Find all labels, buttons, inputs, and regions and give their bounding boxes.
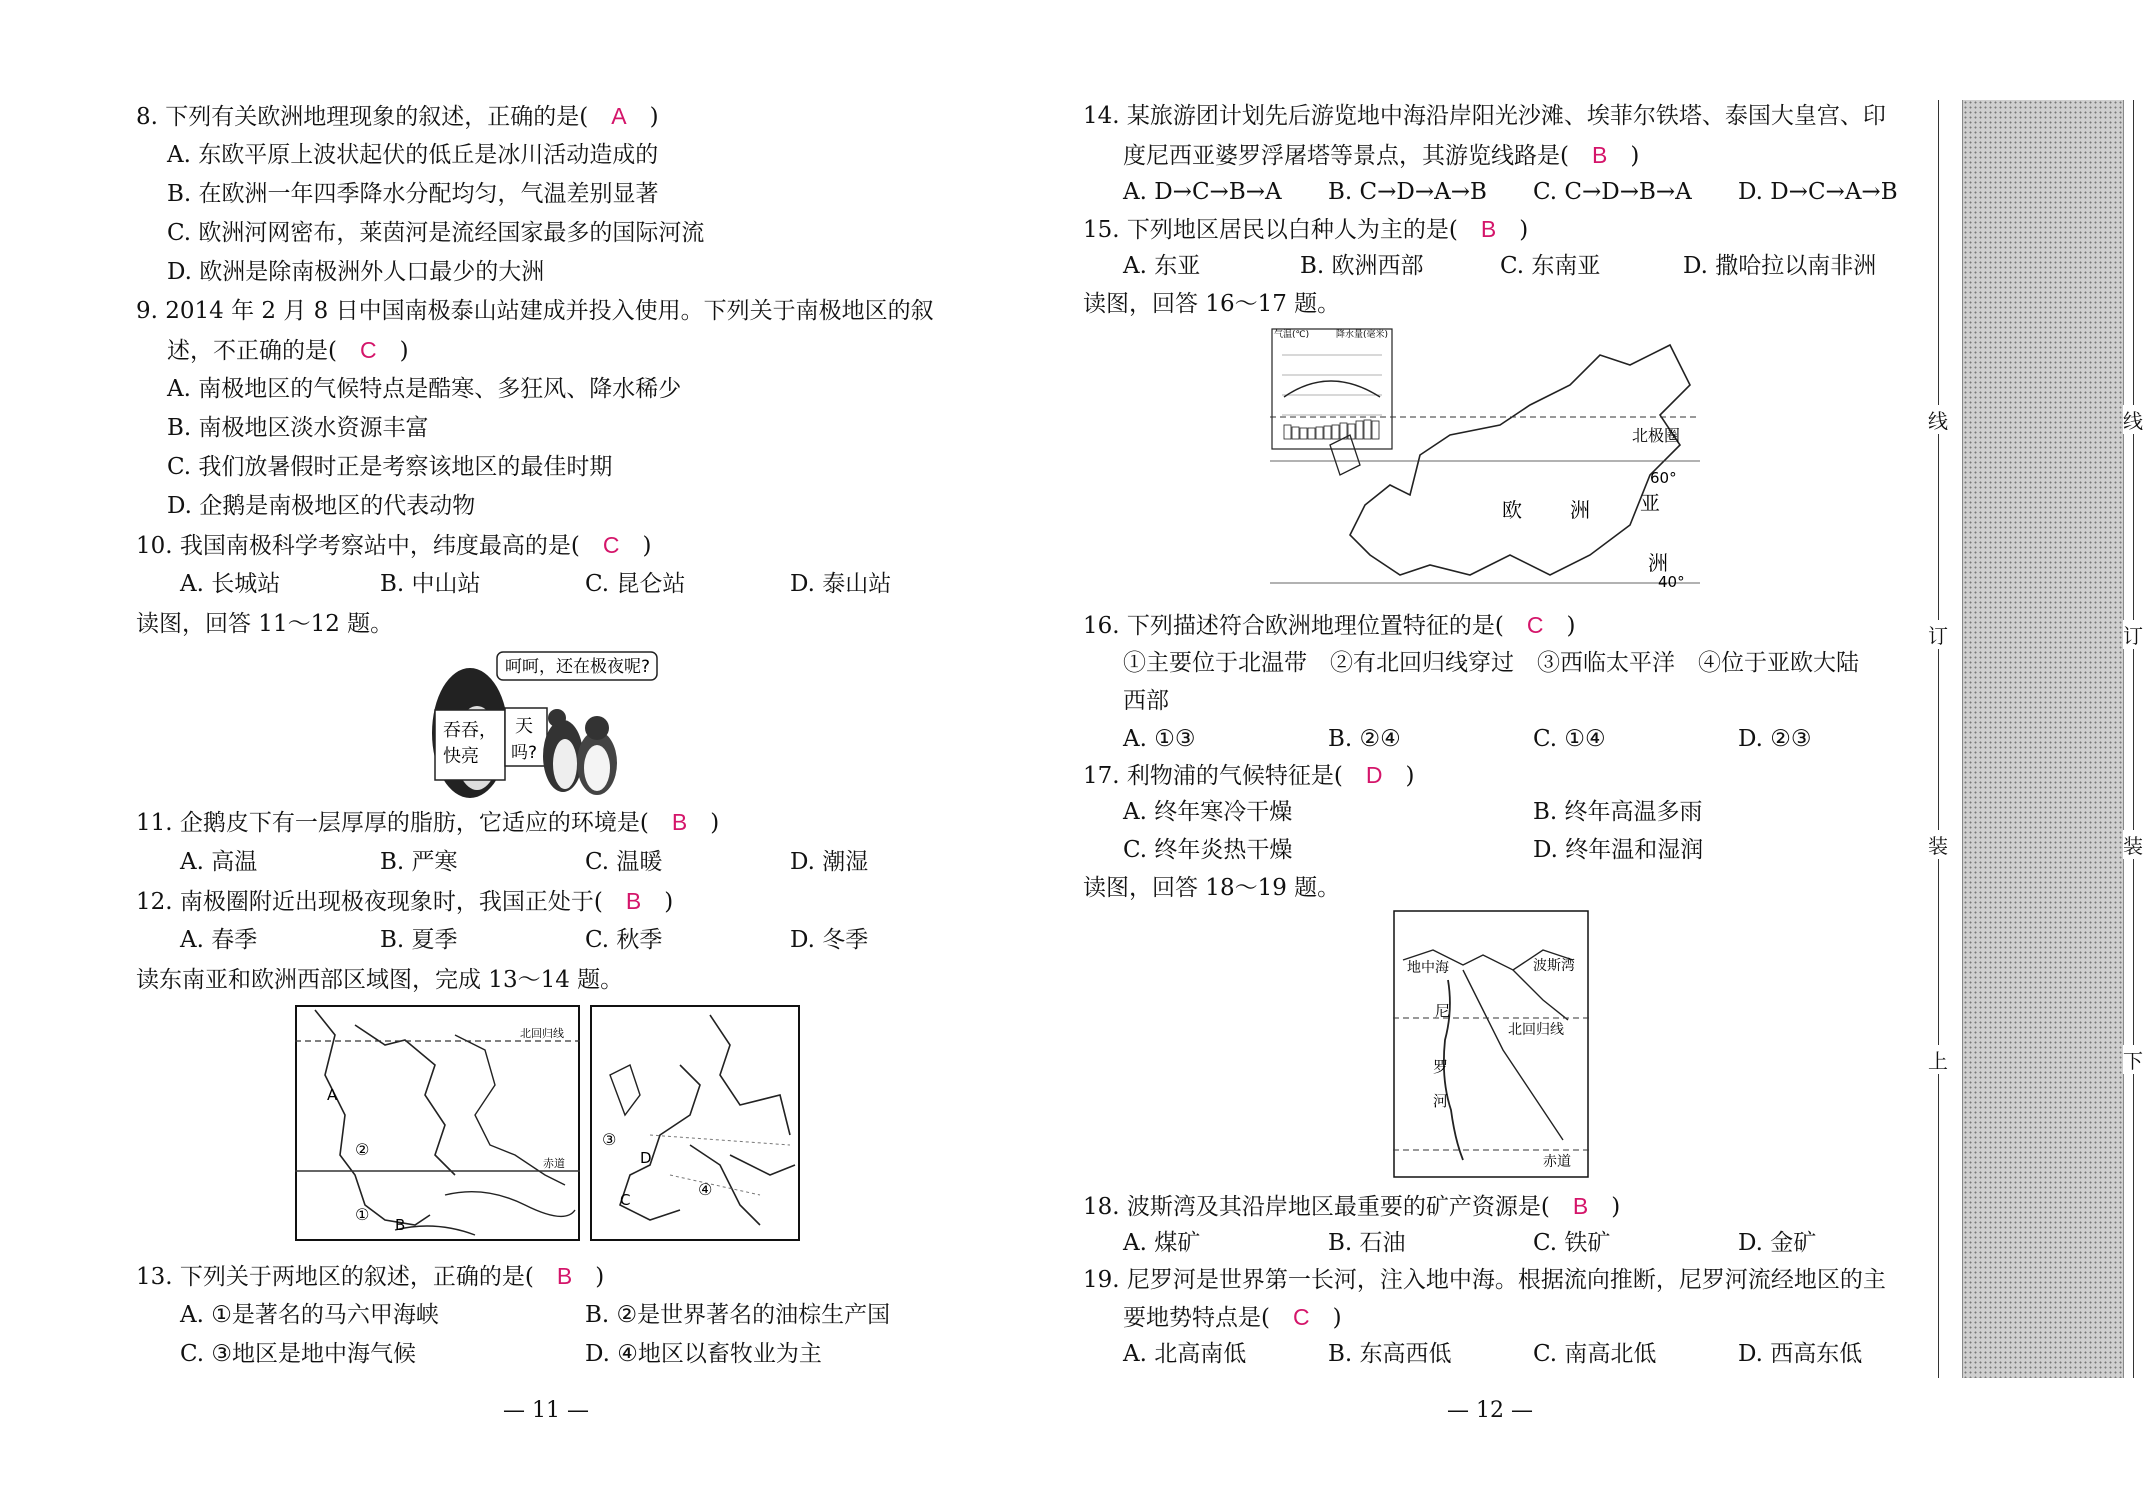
answer-9: C [359,337,377,363]
q16-option-d: D. ②③ [1738,726,1812,752]
answer-10: C [602,532,620,558]
binding-inner-char-1: 线 [1928,405,1948,434]
read-instruction-18-19: 读图，回答 18～19 题。 [1083,875,1341,901]
bubble-text-3a: 天 [515,716,533,737]
nile-label-1: 尼 [1435,1002,1451,1020]
bubble-text-2a: 吞吞， [443,720,497,741]
arctic-circle-label: 北极圈 [1632,426,1681,445]
q17-option-d: D. 终年温和湿润 [1533,837,1704,863]
q9-option-a: A. 南极地区的气候特点是酷寒、多狂风、降水稀少 [167,376,682,402]
europe-climate-map [1270,325,1700,595]
q16-stem: 16. 下列描述符合欧洲地理位置特征的是( [1083,613,1504,639]
bubble-text-2b: 快亮 [443,746,479,767]
q12-stem: 12. 南极圈附近出现极夜现象时，我国正处于( [136,889,603,915]
binding-inner-char-3: 装 [1928,830,1948,859]
q18-stem: 18. 波斯湾及其沿岸地区最重要的矿产资源是( [1083,1194,1550,1220]
q14-option-d: D. D→C→A→B [1738,179,1898,205]
sea-tropic-label: 北回归线 [520,1027,564,1040]
q18-option-d: D. 金矿 [1738,1230,1817,1256]
answer-8: A [611,103,627,129]
paren-close: ) [1519,217,1529,243]
map-label-zhou1: 洲 [1570,498,1590,522]
page-number-left: — 11 — [503,1398,589,1423]
paren-close: ) [1630,143,1640,169]
q19-stem-end: 要地势特点是( [1123,1305,1270,1331]
binding-line-outer [2133,100,2134,1378]
q8-option-a: A. 东欧平原上波状起伏的低丘是冰川活动造成的 [167,142,659,168]
answer-15: B [1480,216,1497,242]
q12-option-a: A. 春季 [180,927,258,953]
mediterranean-label: 地中海 [1407,960,1449,976]
question-13 [136,1262,604,1291]
question-8-stem: 8. 下列有关欧洲地理现象的叙述，正确的是( [136,104,589,130]
q13-option-d: D. ④地区以畜牧业为主 [585,1341,822,1367]
lat-40-label: 40° [1658,573,1685,591]
q13-option-c: C. ③地区是地中海气候 [180,1341,417,1367]
q8-option-c: C. 欧洲河网密布，莱茵河是流经国家最多的国际河流 [167,220,705,246]
q10-option-d: D. 泰山站 [790,571,892,597]
q10-option-b: B. 中山站 [380,571,481,597]
q10-stem: 10. 我国南极科学考察站中，纬度最高的是( [136,533,580,559]
q16-option-b: B. ②④ [1328,726,1401,752]
q11-option-b: B. 严寒 [380,849,458,875]
q11-option-c: C. 温暖 [585,849,663,875]
q11-option-d: D. 潮湿 [790,849,869,875]
binding-outer-char-2: 订 [2123,620,2143,649]
q11-option-a: A. 高温 [180,849,258,875]
q17-option-b: B. 终年高温多雨 [1533,799,1703,825]
question-12 [136,887,673,916]
map-label-zhou2: 洲 [1648,551,1668,575]
sea-equator-label: 赤道 [543,1157,565,1170]
question-11 [136,808,719,837]
read-instruction-11-12: 读图，回答 11～12 题。 [136,611,394,637]
nile-label-2: 罗 [1433,1058,1449,1076]
question-19-line2 [1123,1303,1342,1332]
eu-label-4: ④ [698,1180,713,1199]
q16-option-c: C. ①④ [1533,726,1606,752]
question-8 [136,102,659,131]
q17-option-c: C. 终年炎热干燥 [1123,837,1293,863]
answer-14: B [1591,142,1608,168]
lat-60-label: 60° [1650,469,1677,487]
bubble-text-1: 呵呵，还在极夜呢? [505,657,651,677]
binding-outer-char-4: 下 [2123,1045,2143,1074]
q17-option-a: A. 终年寒冷干燥 [1123,799,1293,825]
q17-stem: 17. 利物浦的气候特征是( [1083,763,1343,789]
q9-option-c: C. 我们放暑假时正是考察该地区的最佳时期 [167,454,613,480]
q14-option-a: A. D→C→B→A [1123,179,1282,205]
nile-middle-east-map [1393,910,1589,1178]
question-10 [136,531,651,560]
q19-option-b: B. 东高西低 [1328,1341,1452,1367]
q8-option-b: B. 在欧洲一年四季降水分配均匀，气温差别显著 [167,181,659,207]
q15-option-d: D. 撒哈拉以南非洲 [1683,253,1877,279]
q13-stem: 13. 下列关于两地区的叙述，正确的是( [136,1264,534,1290]
nile-tropic-label: 北回归线 [1508,1022,1564,1038]
paren-close: ) [1332,1305,1342,1331]
answer-11: B [671,809,688,835]
q12-option-d: D. 冬季 [790,927,869,953]
q9-option-d: D. 企鹅是南极地区的代表动物 [167,493,476,519]
q18-option-b: B. 石油 [1328,1230,1406,1256]
sea-label-2: ② [355,1140,370,1159]
q14-option-b: B. C→D→A→B [1328,179,1487,205]
binding-inner-char-2: 订 [1928,620,1948,649]
q16-option-a: A. ①③ [1123,726,1196,752]
q19-option-a: A. 北高南低 [1123,1341,1247,1367]
answer-17: D [1365,762,1383,788]
question-14-line1: 14. 某旅游团计划先后游览地中海沿岸阳光沙滩、埃菲尔铁塔、泰国大皇宫、印 [1083,103,1886,129]
eu-label-d: D [640,1149,652,1167]
climate-chart-precip-label: 降水量(毫米) [1336,330,1389,340]
persian-gulf-label: 波斯湾 [1533,958,1575,974]
question-17 [1083,761,1414,790]
q15-stem: 15. 下列地区居民以白种人为主的是( [1083,217,1458,243]
answer-12: B [625,888,642,914]
read-instruction-13-14: 读东南亚和欧洲西部区域图，完成 13～14 题。 [136,967,624,993]
question-16 [1083,611,1575,640]
western-europe-map [590,1005,800,1241]
paren-close: ) [595,1264,605,1290]
nile-label-3: 河 [1433,1092,1449,1110]
eu-label-c: C [620,1191,631,1209]
q16-statements: ①主要位于北温带 ②有北回归线穿过 ③西临太平洋 ④位于亚欧大陆 [1123,650,1859,676]
answer-13: B [556,1263,573,1289]
q8-option-d: D. 欧洲是除南极洲外人口最少的大洲 [167,259,545,285]
question-9-line1: 9. 2014 年 2 月 8 日中国南极泰山站建成并投入使用。下列关于南极地区的叙 [136,298,934,324]
q12-option-c: C. 秋季 [585,927,663,953]
paren-close: ) [1405,763,1415,789]
paren-close: ) [710,810,720,836]
q12-option-b: B. 夏季 [380,927,458,953]
q9-stem-end: 述，不正确的是( [167,338,337,364]
sea-label-b: B [395,1216,406,1234]
paren-close: ) [664,889,674,915]
paren-close: ) [1566,613,1576,639]
binding-strip [1962,100,2124,1378]
read-instruction-16-17: 读图，回答 16～17 题。 [1083,291,1341,317]
eu-label-3: ③ [602,1130,617,1149]
southeast-asia-map [295,1005,580,1241]
answer-19: C [1292,1304,1310,1330]
paren-close: ) [642,533,652,559]
q14-stem-end: 度尼西亚婆罗浮屠塔等景点，其游览线路是( [1123,143,1569,169]
binding-outer-char-1: 线 [2123,405,2143,434]
map-label-ou: 欧 [1502,498,1522,522]
climate-chart-temp-label: 气温(℃) [1274,330,1310,340]
binding-outer-char-3: 装 [2123,830,2143,859]
paren-close: ) [1611,1194,1621,1220]
answer-18: B [1572,1193,1589,1219]
q14-option-c: C. C→D→B→A [1533,179,1692,205]
question-18 [1083,1192,1620,1221]
penguin-cartoon-image [425,648,665,800]
q15-option-b: B. 欧洲西部 [1300,253,1424,279]
q18-option-c: C. 铁矿 [1533,1230,1611,1256]
binding-inner-char-4: 上 [1928,1045,1948,1074]
q16-statements-cont: 西部 [1123,688,1169,714]
binding-line-inner [1938,100,1939,1378]
page-number-right: — 12 — [1447,1398,1533,1423]
question-15 [1083,215,1528,244]
q19-option-c: C. 南高北低 [1533,1341,1657,1367]
q18-option-a: A. 煤矿 [1123,1230,1201,1256]
question-19-line1: 19. 尼罗河是世界第一长河，注入地中海。根据流向推断，尼罗河流经地区的主 [1083,1267,1886,1293]
answer-16: C [1526,612,1544,638]
question-14-line2 [1123,141,1639,170]
q15-option-a: A. 东亚 [1123,253,1201,279]
q9-option-b: B. 南极地区淡水资源丰富 [167,415,429,441]
q11-stem: 11. 企鹅皮下有一层厚厚的脂肪，它适应的环境是( [136,810,649,836]
sea-label-a: A [327,1086,338,1104]
map-label-ya: 亚 [1640,491,1660,515]
q19-option-d: D. 西高东低 [1738,1341,1863,1367]
sea-label-1: ① [355,1205,370,1224]
bubble-text-3b: 吗? [511,743,538,763]
paren-close: ) [649,104,659,130]
q15-option-c: C. 东南亚 [1500,253,1601,279]
q13-option-b: B. ②是世界著名的油棕生产国 [585,1302,891,1328]
q10-option-a: A. 长城站 [180,571,281,597]
paren-close: ) [399,338,409,364]
q10-option-c: C. 昆仑站 [585,571,686,597]
q13-option-a: A. ①是著名的马六甲海峡 [180,1302,439,1328]
nile-equator-label: 赤道 [1543,1154,1571,1170]
question-9-line2 [167,336,409,365]
